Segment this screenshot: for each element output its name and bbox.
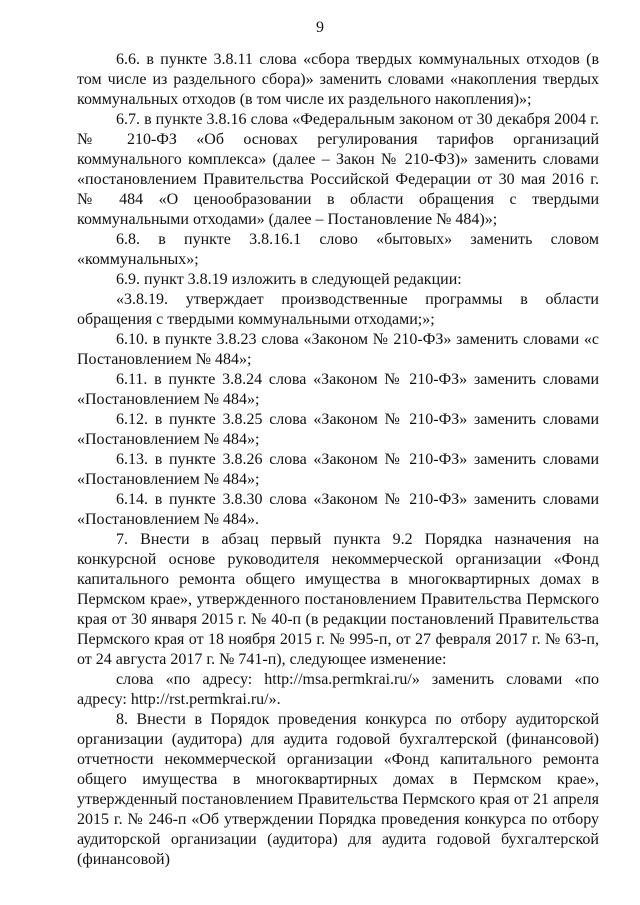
paragraph-6-10: 6.10. в пункте 3.8.23 слова «Законом № 210-ФЗ» заменить словами «с Постановлением № 484»; xyxy=(77,331,599,368)
paragraph-6-14: 6.14. в пункте 3.8.30 слова «Законом № 210-ФЗ» заменить словами «Постановлением № 484». xyxy=(77,491,599,528)
paragraph-8: 8. Внести в Порядок проведения конкурса по отбору аудиторской организации (аудитора) для аудита годовой бухгалтерской (финансовой) отчетности некоммерческой организации «Фонд капитального ремонта общего имущества в многоквартирных домах в Пермском крае», утвержденный постановлением Правительства Пермского края от 21 апреля 2015 г. № 246-п «Об утверждении Порядка проведения конкурса по отбору аудиторской организации (аудитора) для аудита годовой бухгалтерской (финансовой) xyxy=(77,711,599,868)
paragraph-7: 7. Внести в абзац первый пункта 9.2 Порядка назначения на конкурсной основе руководителя некоммерческой организации «Фонд капитального ремонта общего имущества в многоквартирных домах в Пермском крае», утвержденного постановлением Правительства Пермского края от 30 января 2015 г. № 40-п (в редакции постановлений Правительства Пермского края от 18 ноября 2015 г. № 995-п, от 27 февраля 2017 г. № 63-п, от 24 августа 2017 г. № 741-п), следующее изменение: xyxy=(77,531,599,668)
paragraph-6-6: 6.6. в пункте 3.8.11 слова «сбора твердых коммунальных отходов (в том числе из раздельного сбора)» заменить словами «накопления твердых коммунальных отходов (в том числе их раздельного накопления)»; xyxy=(77,51,599,108)
paragraph-6-9: 6.9. пункт 3.8.19 изложить в следующей редакции: xyxy=(116,271,462,288)
paragraph-6-7: 6.7. в пункте 3.8.16 слова «Федеральным законом от 30 декабря 2004 г. № 210-ФЗ «Об основах регулирования тарифов организаций коммунального комплекса» (далее – Закон № 210-ФЗ)» заменить словами «постановлением Правительства Российской Федерации от 30 мая 2016 г. № 484 «О ценообразовании в области обращения с твердыми коммунальными отходами» (далее – Постановление № 484)»; xyxy=(77,111,599,228)
page-number: 9 xyxy=(316,19,324,36)
paragraph-6-11: 6.11. в пункте 3.8.24 слова «Законом № 210-ФЗ» заменить словами «Постановлением № 484»; xyxy=(77,371,599,408)
paragraph-6-13: 6.13. в пункте 3.8.26 слова «Законом № 210-ФЗ» заменить словами «Постановлением № 484»; xyxy=(77,451,599,488)
document-body xyxy=(77,50,599,870)
paragraph-6-8: 6.8. в пункте 3.8.16.1 слово «бытовых» заменить словом «коммунальных»; xyxy=(77,231,599,268)
paragraph-7-address-change: слова «по адресу: http://msa.permkrai.ru/» заменить словами «по адресу: http://rst.permkrai.ru/». xyxy=(77,671,599,708)
paragraph-6-12: 6.12. в пункте 3.8.25 слова «Законом № 210-ФЗ» заменить словами «Постановлением № 484»; xyxy=(77,411,599,448)
paragraph-3-8-19-quote: «3.8.19. утверждает производственные программы в области обращения с твердыми коммунальными отходами;»; xyxy=(77,291,599,328)
